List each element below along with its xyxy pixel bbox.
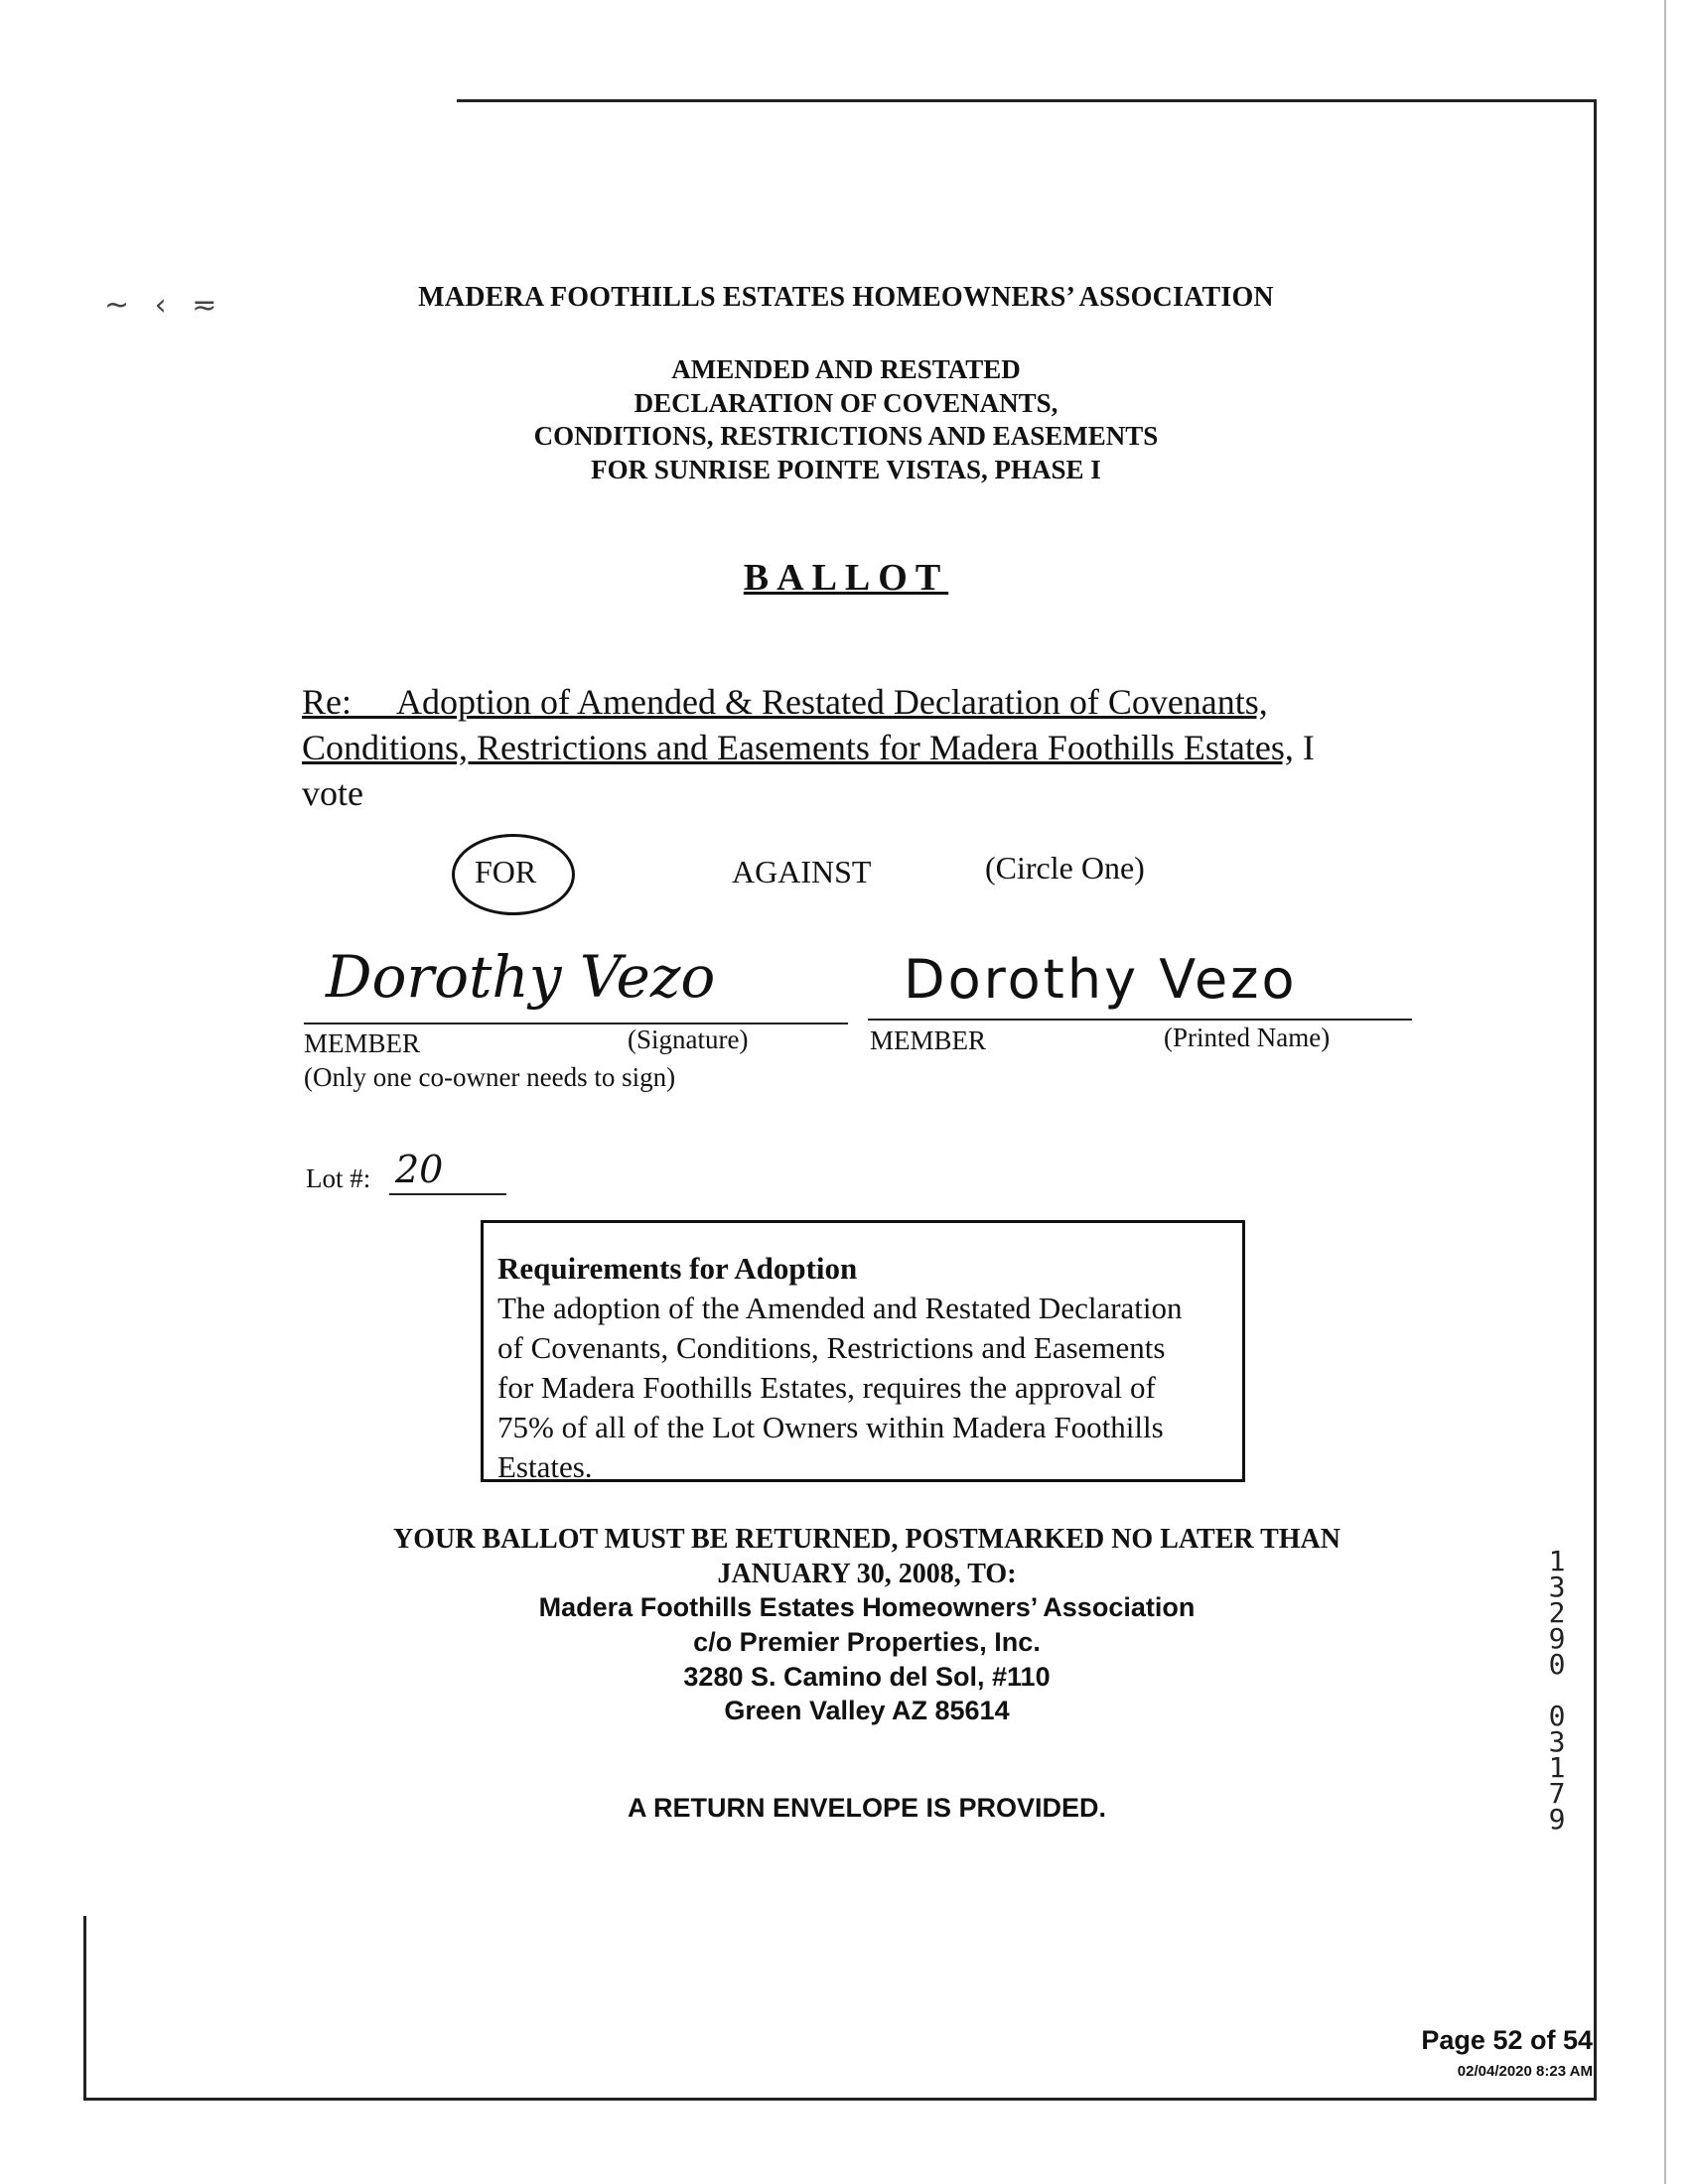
envelope-note: A RETURN ENVELOPE IS PROVIDED. — [627, 1793, 1107, 1823]
vote-instruction: (Circle One) — [985, 850, 1145, 886]
printed-name-line — [868, 1019, 1412, 1021]
vote-option-against[interactable]: AGAINST — [732, 854, 872, 889]
page-border-top — [457, 99, 1597, 102]
recording-number-char: 0 — [1548, 1648, 1566, 1681]
requirements-line: The adoption of the Amended and Restated Declaration — [497, 1291, 1183, 1325]
page-border-left — [83, 1916, 86, 2101]
signature-line — [304, 1023, 848, 1024]
printed-name-caption: (Printed Name) — [1164, 1023, 1331, 1052]
scan-edge — [1664, 0, 1666, 2184]
resolution-line-3: vote — [302, 773, 363, 813]
requirements-line: Estates. — [497, 1449, 593, 1484]
lot-label: Lot #: — [306, 1163, 371, 1193]
ballot-title: BALLOT — [743, 557, 949, 599]
member-label-signature: MEMBER — [304, 1028, 421, 1058]
declaration-line: CONDITIONS, RESTRICTIONS AND EASEMENTS — [533, 421, 1159, 451]
return-deadline-date: JANUARY 30, 2008, TO: — [717, 1559, 1017, 1589]
declaration-line: DECLARATION OF COVENANTS, — [634, 388, 1058, 418]
requirements-line: of Covenants, Conditions, Restrictions and Easements — [497, 1330, 1166, 1365]
re-label: Re: — [302, 682, 352, 722]
return-address-line: c/o Premier Properties, Inc. — [693, 1627, 1041, 1657]
recording-number-char: 0 — [1548, 1700, 1566, 1732]
declaration-line: AMENDED AND RESTATED — [671, 354, 1021, 384]
return-address-line: 3280 S. Camino del Sol, #110 — [683, 1662, 1051, 1692]
recording-number-char: 9 — [1548, 1803, 1566, 1836]
page-border-bottom — [83, 2098, 1597, 2101]
page-number: Page 52 of 54 — [1421, 2025, 1593, 2055]
scan-artifact-icon: ~ ‹ ≂ — [104, 288, 225, 323]
recording-number-char: 2 — [1548, 1596, 1566, 1629]
association-name: MADERA FOOTHILLS ESTATES HOMEOWNERS’ ASSOCIATION — [418, 282, 1274, 313]
resolution-text-1: Adoption of Amended & Restated Declaration of Covenants, — [396, 682, 1268, 722]
resolution-text-2: Conditions, Restrictions and Easements for Madera Foothills Estates, — [302, 728, 1294, 767]
member-printed-name: Dorothy Vezo — [904, 948, 1298, 1011]
requirements-box — [481, 1220, 1245, 1482]
requirements-title: Requirements for Adoption — [497, 1251, 858, 1286]
print-timestamp: 02/04/2020 8:23 AM — [1457, 2063, 1593, 2080]
declaration-line: FOR SUNRISE POINTE VISTAS, PHASE I — [591, 455, 1101, 484]
vote-option-for[interactable]: FOR — [475, 854, 537, 889]
recording-number-char: 9 — [1548, 1622, 1566, 1655]
recording-number-char: 3 — [1548, 1725, 1566, 1758]
recording-number-char: 3 — [1548, 1570, 1566, 1603]
return-address-line: Green Valley AZ 85614 — [724, 1696, 1010, 1725]
resolution-line-1 — [302, 679, 1414, 725]
recording-number — [1542, 1545, 1572, 1836]
lot-line — [389, 1193, 506, 1195]
return-deadline: YOUR BALLOT MUST BE RETURNED, POSTMARKED NO LATER THAN — [393, 1524, 1340, 1555]
resolution-statement — [302, 679, 1414, 816]
recording-number-char: 7 — [1548, 1777, 1566, 1810]
co-owner-note: (Only one co-owner needs to sign) — [304, 1062, 676, 1092]
recording-number-char: 1 — [1548, 1751, 1566, 1784]
return-address-line: Madera Foothills Estates Homeowners’ Association — [538, 1592, 1196, 1622]
lot-value: 20 — [395, 1148, 444, 1191]
requirements-line: for Madera Foothills Estates, requires the approval of — [497, 1370, 1156, 1405]
signature-caption: (Signature) — [628, 1024, 749, 1054]
recording-number-char: 1 — [1548, 1545, 1566, 1577]
member-signature: Dorothy Vezo — [326, 943, 716, 1011]
resolution-line-2 — [302, 725, 1414, 770]
resolution-text-2-tail: I — [1293, 728, 1315, 767]
requirements-line: 75% of all of the Lot Owners within Madera Foothills — [497, 1410, 1164, 1444]
member-label-printed: MEMBER — [870, 1025, 987, 1055]
